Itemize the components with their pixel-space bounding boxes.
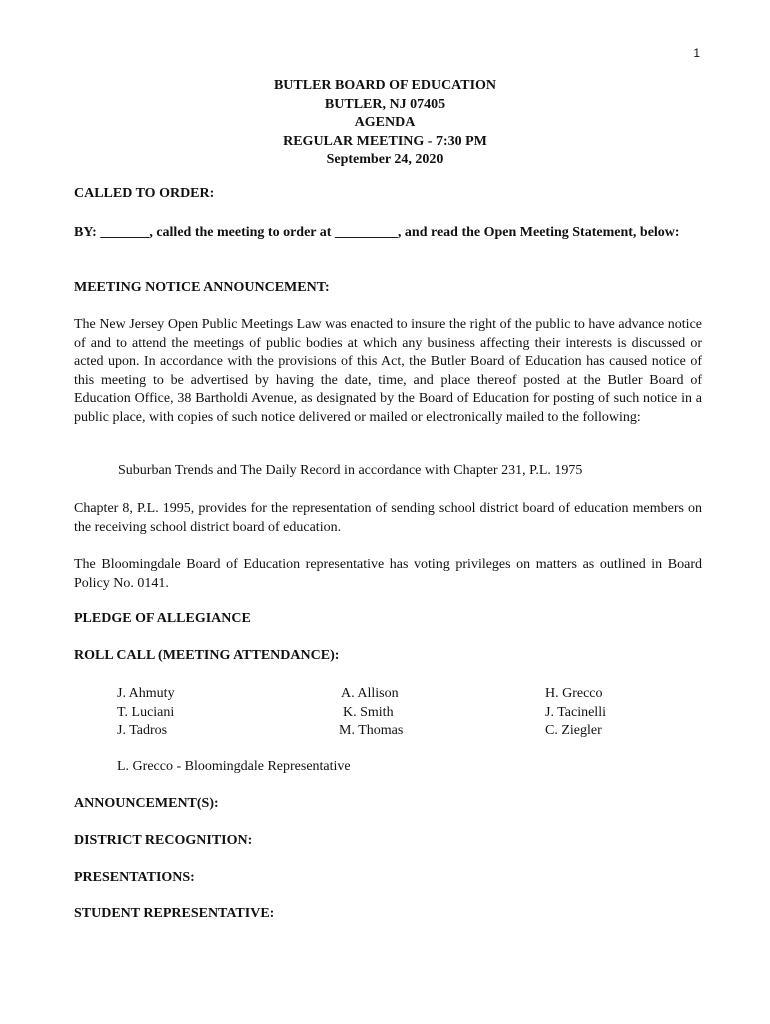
publications-line: Suburban Trends and The Daily Record in accordance with Chapter 231, P.L. 1975 bbox=[118, 463, 583, 478]
member-name: A. Allison bbox=[341, 686, 399, 701]
announcements-heading: ANNOUNCEMENT(S): bbox=[74, 796, 219, 811]
pledge-heading: PLEDGE OF ALLEGIANCE bbox=[74, 611, 251, 626]
roll-call-column-1 bbox=[117, 685, 175, 741]
member-name: K. Smith bbox=[343, 704, 394, 720]
meeting-notice-paragraph: The New Jersey Open Public Meetings Law was enacted to insure the right of the public to have advance notice of and to attend the meetings of public bodies at which any business affecting their interests is discussed or acted upon. In accordance with the provisions of this Act, the Butler Board of Education has caused notice of this meeting to be advertised by having the date, time, and place thereof posted at the Butler Board of Education Office, 38 Bartholdi Avenue, as designated by the Board of Education for posting of such notice in a public place, with copies of such notice delivered or mailed or electronically mailed to the following: bbox=[74, 317, 702, 425]
student-representative-heading: STUDENT REPRESENTATIVE: bbox=[74, 906, 275, 921]
chapter-paragraph: Chapter 8, P.L. 1995, provides for the representation of sending school district board of education members on the receiving school district board of education. bbox=[74, 501, 702, 535]
roll-call-heading: ROLL CALL (MEETING ATTENDANCE): bbox=[74, 648, 340, 663]
header-agenda: AGENDA bbox=[354, 115, 416, 130]
bloomingdale-representative: L. Grecco - Bloomingdale Representative bbox=[117, 759, 351, 774]
page-number: 1 bbox=[693, 46, 700, 60]
roll-call-column-3 bbox=[545, 685, 606, 741]
member-name: J. Tacinelli bbox=[545, 704, 606, 720]
header-date: September 24, 2020 bbox=[326, 152, 444, 167]
document-header bbox=[0, 77, 770, 170]
called-to-order-heading: CALLED TO ORDER: bbox=[74, 186, 215, 201]
called-by-statement: BY: _______, called the meeting to order at _________, and read the Open Meeting Statement, below: bbox=[74, 225, 680, 240]
header-meeting-type: REGULAR MEETING - 7:30 PM bbox=[283, 133, 487, 149]
member-name: J. Tadros bbox=[117, 723, 168, 738]
header-location: BUTLER, NJ 07405 bbox=[324, 96, 446, 112]
bloomingdale-paragraph: The Bloomingdale Board of Education representative has voting privileges on matters as outlined in Board Policy No. 0141. bbox=[74, 557, 702, 591]
header-board-name: BUTLER BOARD OF EDUCATION bbox=[273, 78, 497, 93]
district-recognition-heading: DISTRICT RECOGNITION: bbox=[74, 833, 253, 848]
member-name: T. Luciani bbox=[117, 704, 175, 720]
member-name: J. Ahmuty bbox=[117, 686, 175, 701]
presentations-heading: PRESENTATIONS: bbox=[74, 870, 195, 885]
member-name: H. Grecco bbox=[545, 686, 603, 701]
roll-call-column-2 bbox=[341, 685, 403, 741]
meeting-notice-heading: MEETING NOTICE ANNOUNCEMENT: bbox=[74, 280, 330, 295]
member-name: M. Thomas bbox=[339, 723, 404, 738]
member-name: C. Ziegler bbox=[545, 723, 602, 738]
